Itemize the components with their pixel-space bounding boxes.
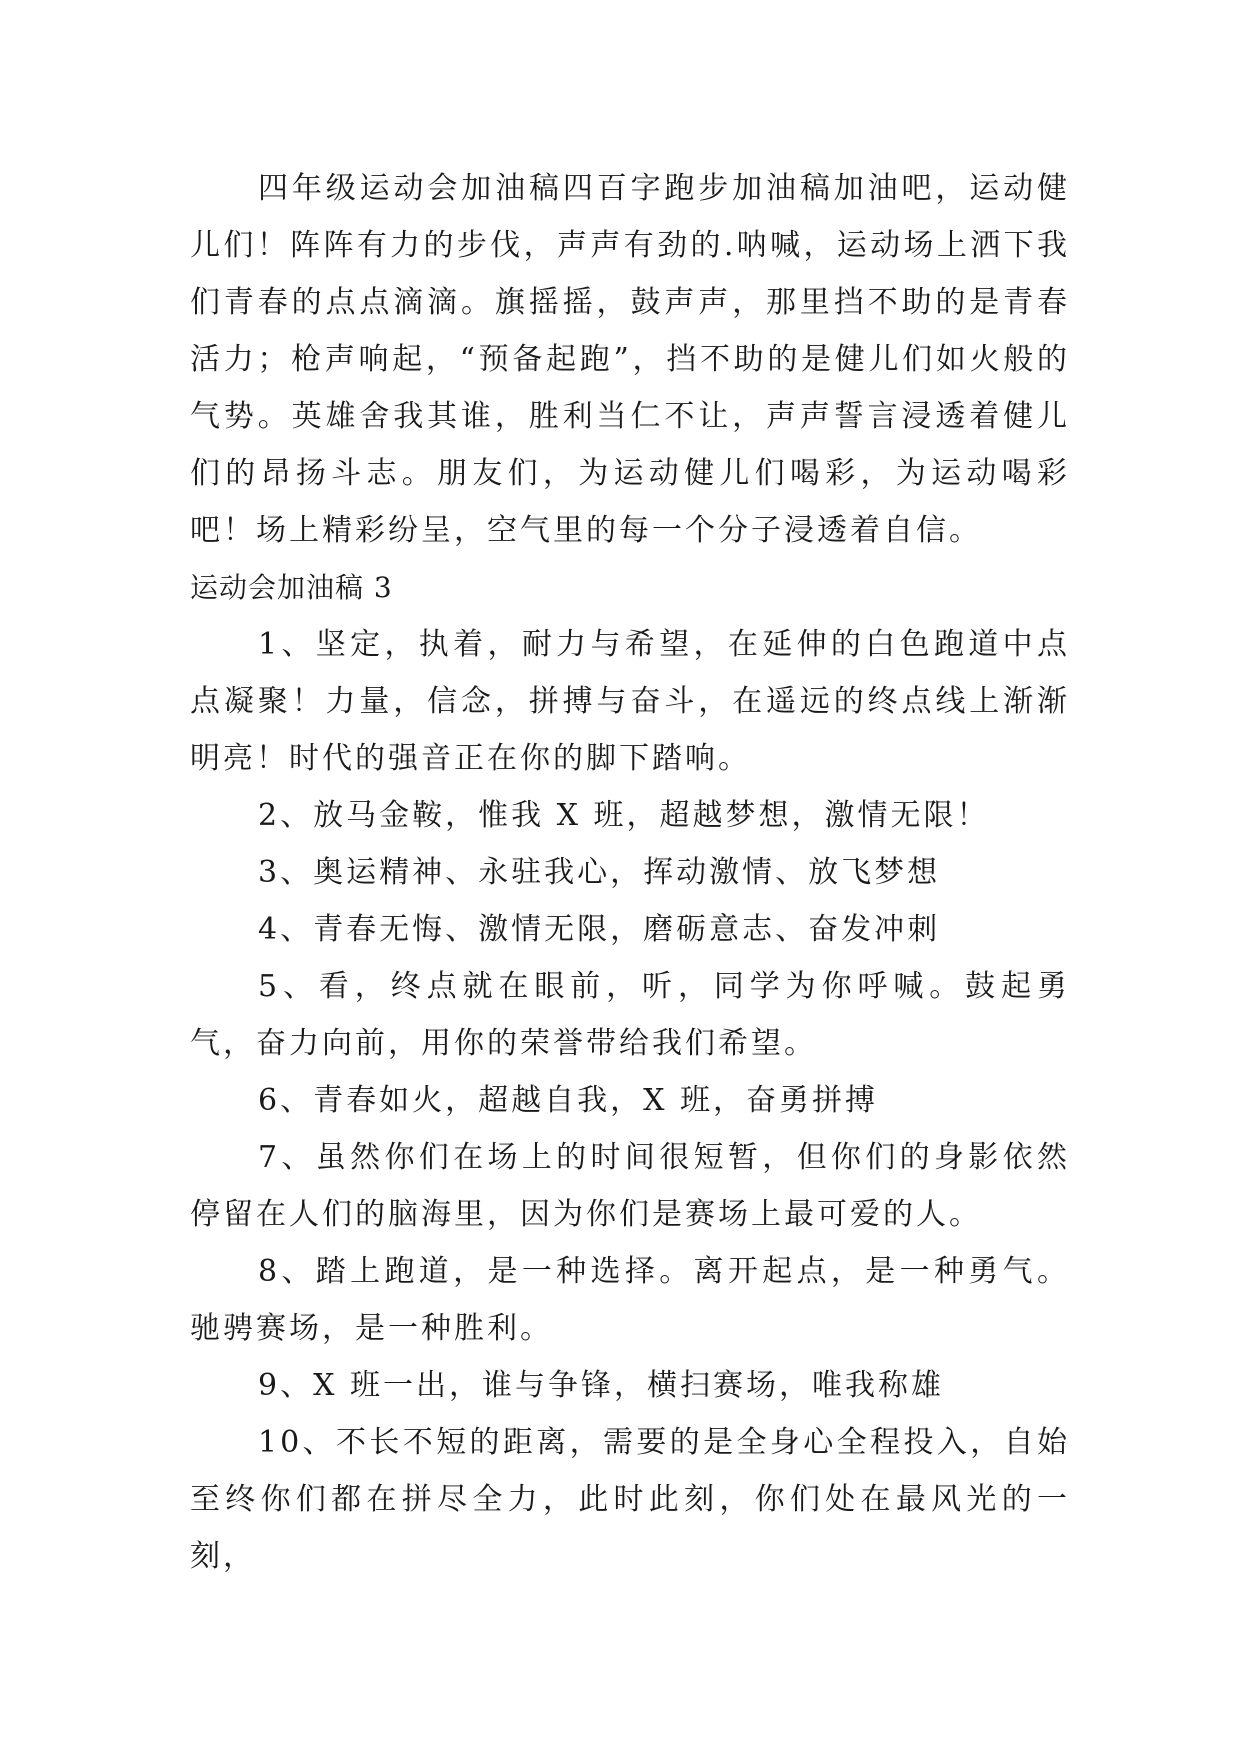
slogan-item-3: 3、奥运精神、永驻我心，挥动激情、放飞梦想 <box>258 855 941 890</box>
section-heading: 运动会加油稿 3 <box>190 571 393 604</box>
slogan-item-9: 9、X 班一出，谁与争锋，横扫赛场，唯我称雄 <box>258 1368 944 1403</box>
slogan-item-6: 6、青春如火，超越自我，X 班，奋勇拼搏 <box>258 1083 878 1118</box>
slogan-item-5: 5、看，终点就在眼前，听，同学为你呼喊。鼓起勇气，奋力向前，用你的荣誉带给我们希望。 <box>190 969 1070 1061</box>
document-body <box>190 160 1070 1585</box>
slogan-item-1: 1、坚定，执着，耐力与希望，在延伸的白色跑道中点点凝聚！力量，信念，拼搏与奋斗，在遥远的终点线上渐渐明亮！时代的强音正在你的脚下踏响。 <box>190 627 1070 776</box>
slogan-item-4: 4、青春无悔、激情无限，磨砺意志、奋发冲刺 <box>258 912 941 947</box>
slogan-item-8: 8、踏上跑道，是一种选择。离开起点，是一种勇气。驰骋赛场，是一种胜利。 <box>190 1254 1070 1346</box>
intro-paragraph: 四年级运动会加油稿四百字跑步加油稿加油吧，运动健儿们！阵阵有力的步伐，声声有劲的.呐喊，运动场上洒下我们青春的点点滴滴。旗摇摇，鼓声声，那里挡不助的是青春活力；枪声响起，“预备起跑”，挡不助的是健儿们如火般的气势。英雄舍我其谁，胜利当仁不让，声声誓言浸透着健儿们的昂扬斗志。朋友们，为运动健儿们喝彩，为运动喝彩吧！场上精彩纷呈，空气里的每一个分子浸透着自信。 <box>190 171 1070 548</box>
slogan-item-2: 2、放马金鞍，惟我 X 班，超越梦想，激情无限！ <box>258 798 990 833</box>
slogan-item-7: 7、虽然你们在场上的时间很短暂，但你们的身影依然停留在人们的脑海里，因为你们是赛场上最可爱的人。 <box>190 1140 1070 1232</box>
slogan-item-10: 10、不长不短的距离，需要的是全身心全程投入，自始至终你们都在拼尽全力，此时此刻，你们处在最风光的一刻， <box>190 1425 1070 1574</box>
